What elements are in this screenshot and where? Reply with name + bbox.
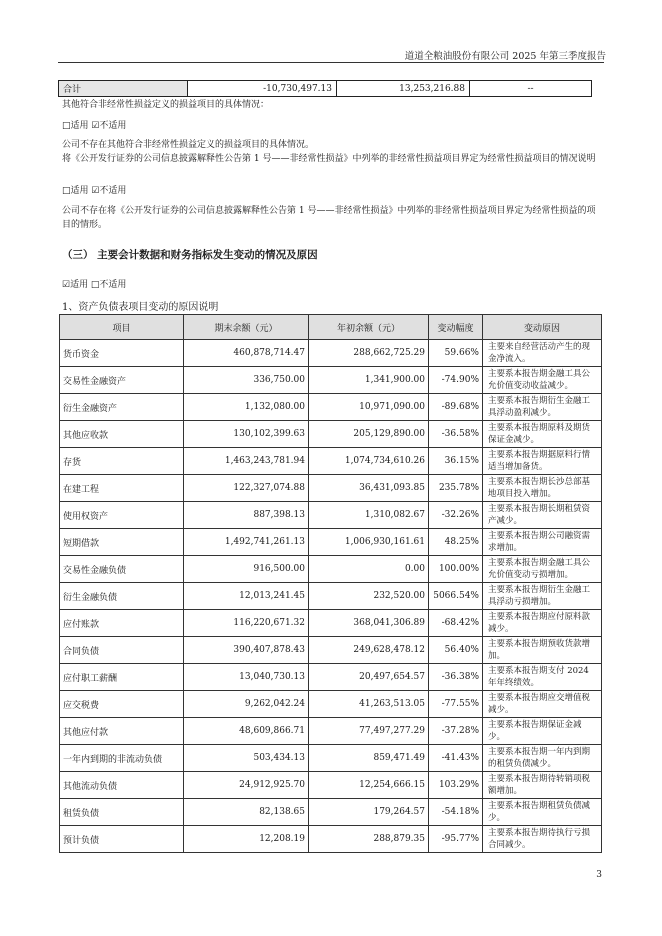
cell-begin-balance: 368,041,306.89 — [309, 610, 429, 637]
cell-reason: 主要系本报告期保证金减少。 — [483, 718, 602, 745]
cell-reason: 主要系本报告期租赁负债减少。 — [483, 799, 602, 826]
cell-end-balance: 24,912,925.70 — [184, 772, 309, 799]
cell-reason: 主要系本报告期待执行亏损合同减少。 — [483, 826, 602, 853]
cell-reason: 主要系本报告期原料及期货保证金减少。 — [483, 421, 602, 448]
cell-reason: 主要来自经营活动产生的现金净流入。 — [483, 340, 602, 367]
cell-change: -32.26% — [429, 502, 483, 529]
cell-begin-balance: 859,471.49 — [309, 745, 429, 772]
cell-item: 交易性金融资产 — [60, 367, 184, 394]
cell-item: 衍生金融资产 — [60, 394, 184, 421]
cell-reason: 主要系本报告期金融工具公允价值变动收益减少。 — [483, 367, 602, 394]
table-row — [60, 583, 602, 610]
cell-begin-balance: 288,662,725.29 — [309, 340, 429, 367]
section-check: ☑适用 □不适用 — [62, 280, 127, 290]
table-row — [60, 772, 602, 799]
cell-item: 其他流动负债 — [60, 772, 184, 799]
cell-begin-balance: 12,254,666.15 — [309, 772, 429, 799]
table-row — [60, 637, 602, 664]
cell-reason: 主要系本报告期应付原料款减少。 — [483, 610, 602, 637]
cell-end-balance: 122,327,074.88 — [184, 475, 309, 502]
cell-end-balance: 390,407,878.43 — [184, 637, 309, 664]
table-row — [60, 475, 602, 502]
cell-end-balance: 916,500.00 — [184, 556, 309, 583]
cell-change: 235.78% — [429, 475, 483, 502]
cell-change: 100.00% — [429, 556, 483, 583]
table-row — [60, 367, 602, 394]
cell-item: 交易性金融负债 — [60, 556, 184, 583]
cell-begin-balance: 1,310,082.67 — [309, 502, 429, 529]
cell-change: -68.42% — [429, 610, 483, 637]
summary-table — [58, 80, 592, 97]
cell-reason: 主要系本报告期待转销项税额增加。 — [483, 772, 602, 799]
cell-change: -95.77% — [429, 826, 483, 853]
cell-change: 5066.54% — [429, 583, 483, 610]
cell-end-balance: 116,220,671.32 — [184, 610, 309, 637]
cell-end-balance: 1,132,080.00 — [184, 394, 309, 421]
table-row — [60, 556, 602, 583]
cell-begin-balance: 1,006,930,161.61 — [309, 529, 429, 556]
cell-change: 103.29% — [429, 772, 483, 799]
cell-end-balance: 12,013,241.45 — [184, 583, 309, 610]
table-row — [60, 691, 602, 718]
cell-begin-balance: 232,520.00 — [309, 583, 429, 610]
check-1: □适用 ☑不适用 — [62, 121, 127, 131]
cell-item: 一年内到期的非流动负债 — [60, 745, 184, 772]
cell-change: -36.58% — [429, 421, 483, 448]
table-row — [60, 610, 602, 637]
cell-end-balance: 48,609,866.71 — [184, 718, 309, 745]
cell-begin-balance: 36,431,093.85 — [309, 475, 429, 502]
cell-begin-balance: 77,497,277.29 — [309, 718, 429, 745]
table-row — [60, 448, 602, 475]
cell-reason: 主要系本报告期据原料行情适当增加备货。 — [483, 448, 602, 475]
section-title: （三） 主要会计数据和财务指标发生变动的情况及原因 — [62, 249, 318, 261]
header-item: 项目 — [60, 315, 184, 340]
summary-current: -10,730,497.13 — [188, 81, 337, 97]
cell-end-balance: 13,040,730.13 — [184, 664, 309, 691]
cell-begin-balance: 10,971,090.00 — [309, 394, 429, 421]
cell-reason: 主要系本报告期应交增值税减少。 — [483, 691, 602, 718]
header-change: 变动幅度 — [429, 315, 483, 340]
table-header-row — [60, 315, 602, 340]
subsection-title: 1、资产负债表项目变动的原因说明 — [62, 302, 219, 313]
cell-item: 在建工程 — [60, 475, 184, 502]
cell-end-balance: 82,138.65 — [184, 799, 309, 826]
no-define: 公司不存在将《公开发行证券的公司信息披露解释性公告第 1 号——非经常性损益》中列举的非经常性损益项目界定为经常性损益的项目的情形。 — [62, 206, 596, 230]
cell-end-balance: 130,102,399.63 — [184, 421, 309, 448]
cell-change: -54.18% — [429, 799, 483, 826]
table-row — [60, 745, 602, 772]
balance-change-table — [59, 314, 602, 853]
cell-item: 衍生金融负债 — [60, 583, 184, 610]
cell-end-balance: 503,434.13 — [184, 745, 309, 772]
cell-begin-balance: 205,129,890.00 — [309, 421, 429, 448]
cell-end-balance: 460,878,714.47 — [184, 340, 309, 367]
table-row — [60, 340, 602, 367]
cell-change: -37.28% — [429, 718, 483, 745]
cell-begin-balance: 179,264.57 — [309, 799, 429, 826]
cell-item: 存货 — [60, 448, 184, 475]
no-other: 公司不存在其他符合非经常性损益定义的损益项目的具体情况。 — [62, 140, 315, 150]
table-row — [60, 502, 602, 529]
cell-begin-balance: 20,497,654.57 — [309, 664, 429, 691]
cell-item: 货币资金 — [60, 340, 184, 367]
cell-item: 合同负债 — [60, 637, 184, 664]
cell-item: 预计负债 — [60, 826, 184, 853]
table-row — [60, 664, 602, 691]
cell-reason: 主要系本报告期预收货款增加。 — [483, 637, 602, 664]
cell-end-balance: 1,463,243,781.94 — [184, 448, 309, 475]
cell-change: -36.38% — [429, 664, 483, 691]
cell-reason: 主要系本报告期金融工具公允价值变动亏损增加。 — [483, 556, 602, 583]
summary-row — [59, 81, 592, 97]
cell-change: -89.68% — [429, 394, 483, 421]
cell-change: 56.40% — [429, 637, 483, 664]
summary-label: 合计 — [59, 81, 188, 97]
page-header: 道道全粮油股份有限公司 2025 年第三季度报告 — [404, 51, 606, 62]
cell-change: 59.66% — [429, 340, 483, 367]
table-row — [60, 421, 602, 448]
check-2: □适用 ☑不适用 — [62, 186, 127, 196]
cell-change: -74.90% — [429, 367, 483, 394]
cell-begin-balance: 1,074,734,610.26 — [309, 448, 429, 475]
cell-reason: 主要系本报告期长沙总部基地项目投入增加。 — [483, 475, 602, 502]
summary-note: -- — [470, 81, 592, 97]
cell-item: 短期借款 — [60, 529, 184, 556]
table-body — [60, 340, 602, 853]
cell-end-balance: 336,750.00 — [184, 367, 309, 394]
cell-item: 应交税费 — [60, 691, 184, 718]
cell-item: 其他应收款 — [60, 421, 184, 448]
cell-item: 应付职工薪酬 — [60, 664, 184, 691]
header-reason: 变动原因 — [483, 315, 602, 340]
header-begin-balance: 年初余额（元） — [309, 315, 429, 340]
cell-begin-balance: 288,879.35 — [309, 826, 429, 853]
table-row — [60, 718, 602, 745]
cell-end-balance: 9,262,042.24 — [184, 691, 309, 718]
cell-begin-balance: 249,628,478.12 — [309, 637, 429, 664]
cell-change: -41.43% — [429, 745, 483, 772]
cell-end-balance: 1,492,741,261.13 — [184, 529, 309, 556]
table-row — [60, 394, 602, 421]
other-desc: 其他符合非经常性损益定义的损益项目的具体情况： — [62, 100, 270, 110]
define-desc: 将《公开发行证券的公司信息披露解释性公告第 1 号——非经常性损益》中列举的非经常性损益项目界定为经常性损益项目的情况说明 — [62, 154, 596, 164]
cell-reason: 主要系本报告期一年内到期的租赁负债减少。 — [483, 745, 602, 772]
table-row — [60, 529, 602, 556]
cell-change: 48.25% — [429, 529, 483, 556]
cell-item: 使用权资产 — [60, 502, 184, 529]
page-number: 3 — [596, 870, 602, 880]
cell-begin-balance: 1,341,900.00 — [309, 367, 429, 394]
cell-begin-balance: 0.00 — [309, 556, 429, 583]
cell-end-balance: 887,398.13 — [184, 502, 309, 529]
cell-reason: 主要系本报告期衍生金融工具浮动亏损增加。 — [483, 583, 602, 610]
cell-item: 其他应付款 — [60, 718, 184, 745]
cell-reason: 主要系本报告期长期租赁资产减少。 — [483, 502, 602, 529]
header-end-balance: 期末余额（元） — [184, 315, 309, 340]
cell-end-balance: 12,208.19 — [184, 826, 309, 853]
table-row — [60, 799, 602, 826]
table-row — [60, 826, 602, 853]
cell-begin-balance: 41,263,513.05 — [309, 691, 429, 718]
cell-reason: 主要系本报告期衍生金融工具浮动盈利减少。 — [483, 394, 602, 421]
cell-reason: 主要系本报告期支付 2024 年年终绩效。 — [483, 664, 602, 691]
cell-reason: 主要系本报告期公司融资需求增加。 — [483, 529, 602, 556]
cell-change: -77.55% — [429, 691, 483, 718]
cell-item: 应付账款 — [60, 610, 184, 637]
cell-change: 36.15% — [429, 448, 483, 475]
header-divider — [58, 62, 604, 63]
cell-item: 租赁负债 — [60, 799, 184, 826]
summary-ytd: 13,253,216.88 — [337, 81, 470, 97]
